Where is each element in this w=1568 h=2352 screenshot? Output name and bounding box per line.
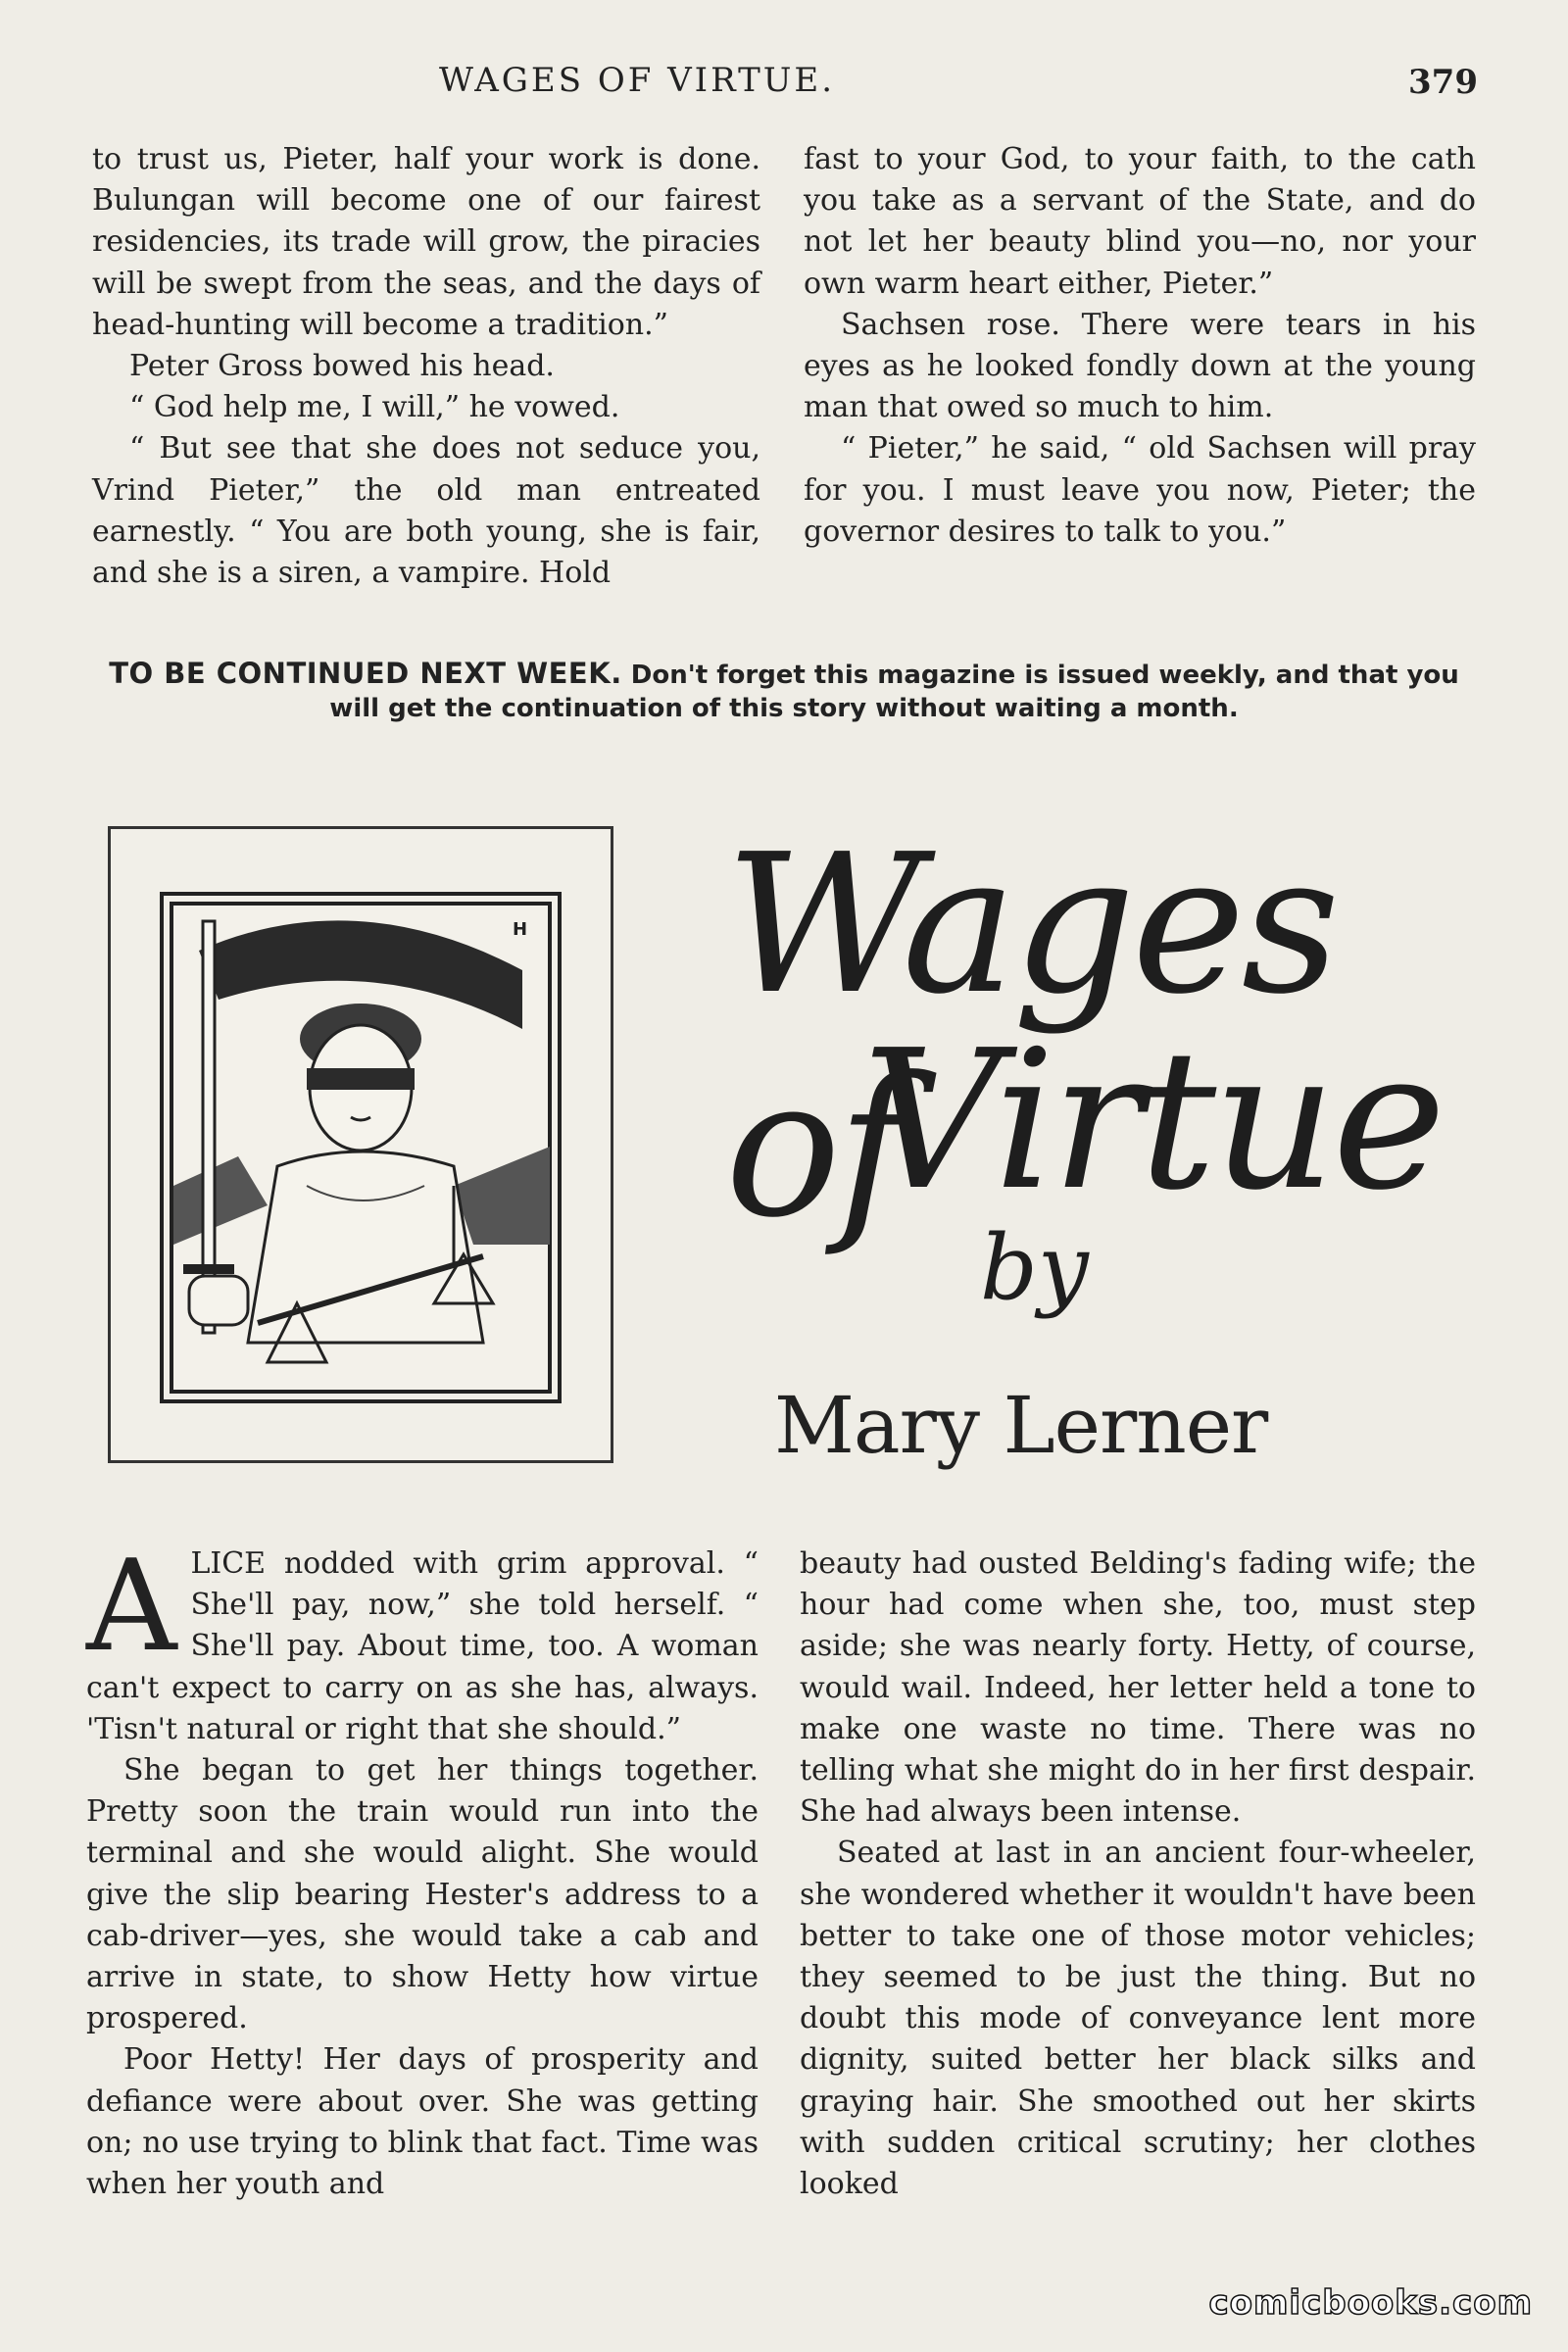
paragraph: Poor Hetty! Her days of prosperity and defiance were about over. She was getting on; no use trying to blink that fact. Time was when her youth and (86, 2042, 759, 2202)
prev-story-column-2 (804, 139, 1476, 553)
story-title-block (627, 813, 1509, 1499)
dropcap: A (86, 1534, 177, 1680)
paragraph (86, 1534, 759, 1750)
paragraph: to trust us, Pieter, half your work is done. Bulungan will become one of our fairest residencies, its trade will grow, the piracies will be swept from the seas, and the days of head-hunting will become a tradition.” (92, 142, 760, 342)
justice-figure-icon (160, 892, 562, 1403)
story-column-1 (86, 1534, 759, 2205)
running-title: WAGES OF VIRTUE. (438, 61, 836, 100)
byline-by: by (980, 1215, 1089, 1320)
paragraph: She began to get her things together. Pretty soon the train would run into the terminal and she would alight. She would give the slip bearing Hester's address to a cab-driver—yes, she would take a cab and arrive in state, to show Hetty how virtue prospered. (86, 1753, 759, 2036)
paragraph: “ Pieter,” he said, “ old Sachsen will pray for you. I must leave you now, Pieter; the governor desires to talk to you.” (804, 431, 1476, 549)
continued-lead: TO BE CONTINUED NEXT WEEK. (109, 657, 622, 690)
story-column-2 (800, 1544, 1476, 2205)
page-number: 379 (1408, 63, 1478, 102)
illustration-justice (108, 826, 613, 1463)
continued-text: Don't forget this magazine is issued weekly, and that you will get the continuation of this story without waiting a month. (329, 661, 1459, 723)
paragraph: “ But see that she does not seduce you, Vrind Pieter,” the old man entreated earnestly. “ You are both young, she is fair, and she is a siren, a vampire. Hold (92, 431, 760, 591)
paragraph: Sachsen rose. There were tears in his eyes as he looked fondly down at the young man that owed so much to him. (804, 307, 1476, 425)
paragraph: beauty had ousted Belding's fading wife; the hour had come when she, too, must step aside; she was nearly forty. Hetty, of course, would wail. Indeed, her letter held a tone to make one waste no time. There was no telling what she might do in her first despair. She had always been intense. (800, 1546, 1476, 1830)
continued-notice (88, 657, 1480, 725)
paragraph: “ God help me, I will,” he vowed. (129, 390, 620, 425)
paragraph: fast to your God, to your faith, to the cath you take as a servant of the State, and do not let her beauty blind you—no, nor your own warm heart either, Pieter.” (804, 142, 1476, 301)
story-title-line-2: Virtue (862, 1009, 1443, 1233)
story-title-line-1: Wages of (725, 813, 1337, 1260)
prev-story-column-1 (92, 139, 760, 594)
paragraph: Peter Gross bowed his head. (129, 349, 555, 384)
paragraph: Seated at last in an ancient four-wheeler, she wondered whether it wouldn't have been better to take one of those motor vehicles; they seemed to be just the thing. But no doubt this mode of conveyance lent more dignity, suited better her black silks and graying hair. She smoothed out her skirts with sudden critical scrutiny; her clothes looked (800, 1836, 1476, 2202)
artist-monogram: H (513, 919, 528, 940)
watermark: comicbooks.com (1208, 2283, 1533, 2323)
page-header (0, 61, 1568, 110)
author-name: Mary Lerner (774, 1380, 1268, 1471)
paragraph-text: LICE nodded with grim approval. “ She'll pay, now,” she told herself. “ She'll pay. About time, too. A woman can't expect to carry on as she has, always. 'Tisn't natural or right that she should.” (86, 1546, 759, 1746)
